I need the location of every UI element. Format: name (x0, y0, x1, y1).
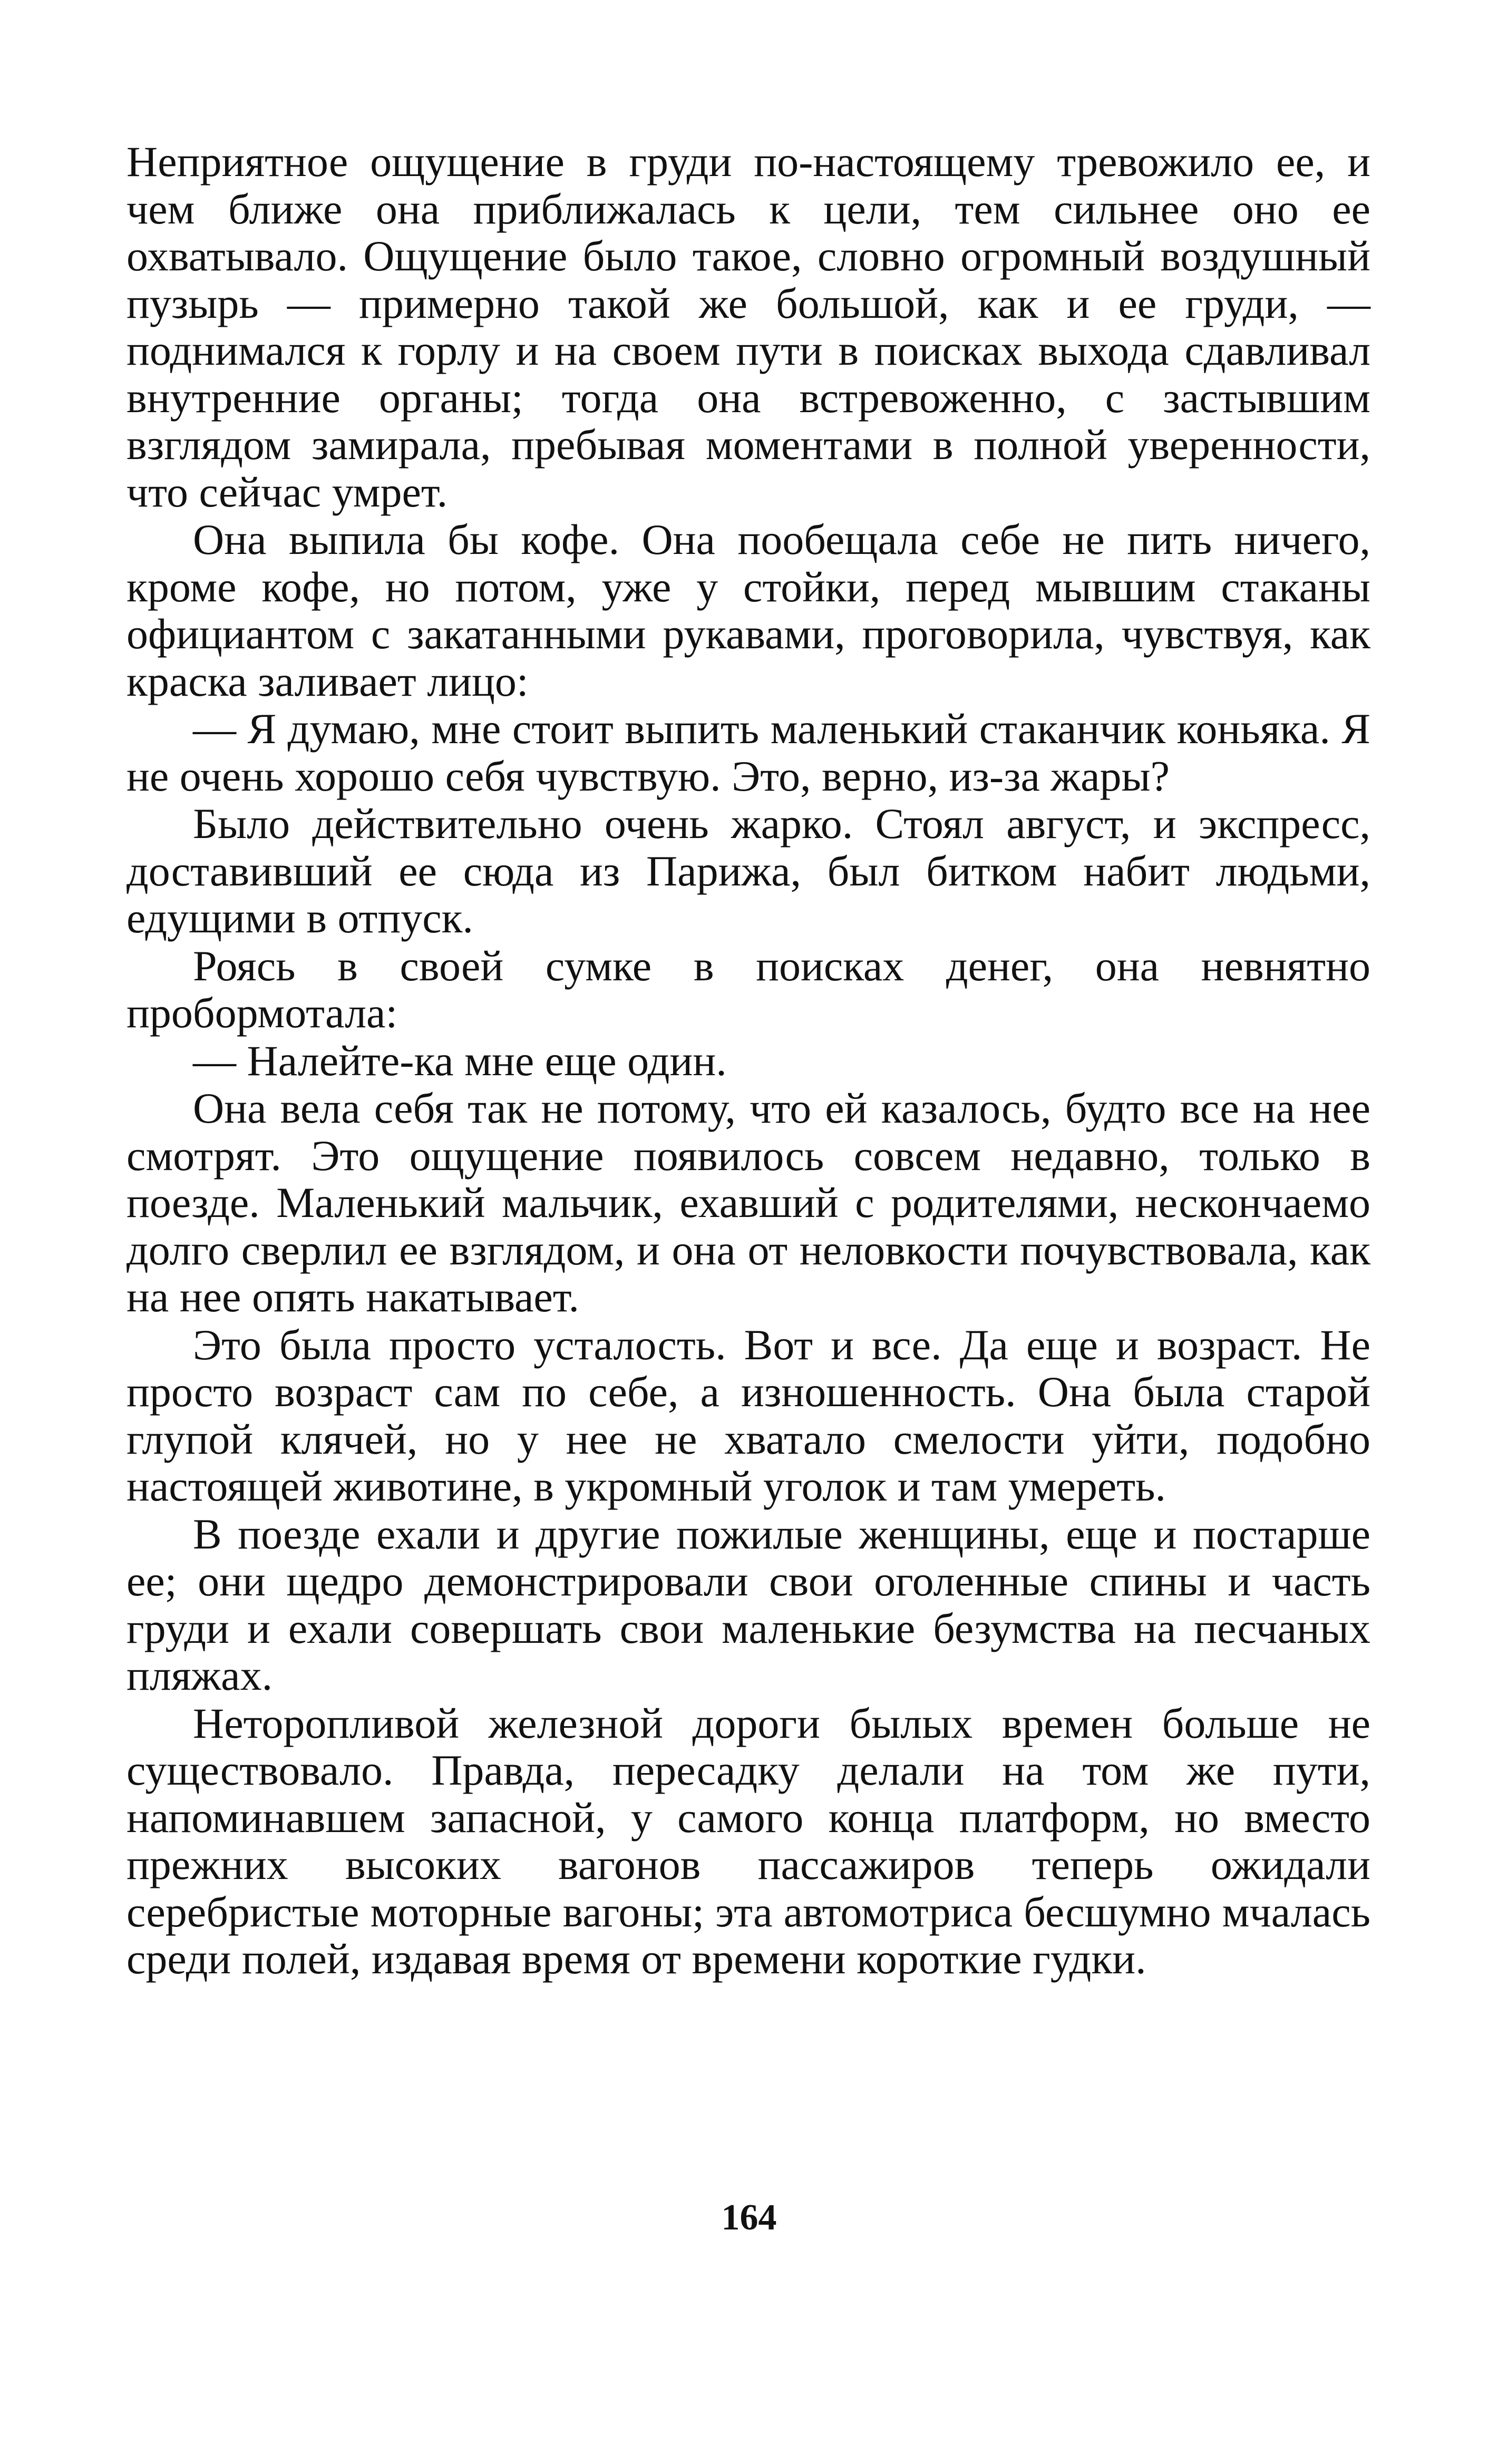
dialogue-line-2: — Налейте-ка мне еще один. (193, 1036, 727, 1085)
paragraph-2: Она выпила бы кофе. Она пообещала себе не пить ничего, кроме кофе, но потом, уже у стойки, перед мывшим стаканы официантом с закатанными рукавами, проговорила, чувствуя, как краска заливает лицо: (127, 515, 1370, 705)
dialogue-line-1: — Я думаю, мне стоит выпить маленький стаканчик коньяка. Я не очень хорошо себя чувствую. Это, верно, из-за жары? (127, 705, 1370, 800)
page-number: 164 (721, 2197, 777, 2238)
paragraph-6: Это была просто усталость. Вот и все. Да еще и возраст. Не просто возраст сам по себе, а изношенность. Она была старой глупой клячей, но у нее не хватало смелости уйти, подобно настоящей животине, в укромный уголок и там умереть. (127, 1320, 1370, 1510)
paragraph-5: Она вела себя так не потому, что ей казалось, будто все на нее смотрят. Это ощущение появилось совсем недавно, только в поезде. Маленький мальчик, ехавший с родителями, нескончаемо долго сверлил ее взглядом, и она от неловкости почувствовала, как на нее опять накатывает. (127, 1084, 1370, 1321)
paragraph-3: Было действительно очень жарко. Стоял август, и экспресс, доставивший ее сюда из Парижа, был битком набит людьми, едущими в отпуск. (127, 800, 1370, 942)
body-text (127, 138, 1370, 1983)
paragraph-8: Неторопливой железной дороги былых времен больше не существовало. Правда, пересадку делали на том же пути, напоминавшем запасной, у самого конца платформ, но вместо прежних высоких вагонов пассажиров теперь ожидали серебристые моторные вагоны; эта автомотриса бесшумно мчалась среди полей, издавая время от времени короткие гудки. (127, 1699, 1370, 1983)
paragraph-1: Неприятное ощущение в груди по-настоящему тревожило ее, и чем ближе она приближалась к цели, тем сильнее оно ее охватывало. Ощущение было такое, словно огромный воздушный пузырь — примерно такой же большой, как и ее груди, — поднимался к горлу и на своем пути в поисках выхода сдавливал внутренние органы; тогда она встревоженно, с застывшим взглядом замирала, пребывая моментами в полной уверенности, что сейчас умрет. (127, 138, 1370, 516)
paragraph-7: В поезде ехали и другие пожилые женщины, еще и постарше ее; они щедро демонстрировали свои оголенные спины и часть груди и ехали совершать свои маленькие безумства на песчаных пляжах. (127, 1509, 1370, 1699)
paragraph-4: Роясь в своей сумке в поисках денег, она невнятно пробормотала: (127, 941, 1370, 1037)
